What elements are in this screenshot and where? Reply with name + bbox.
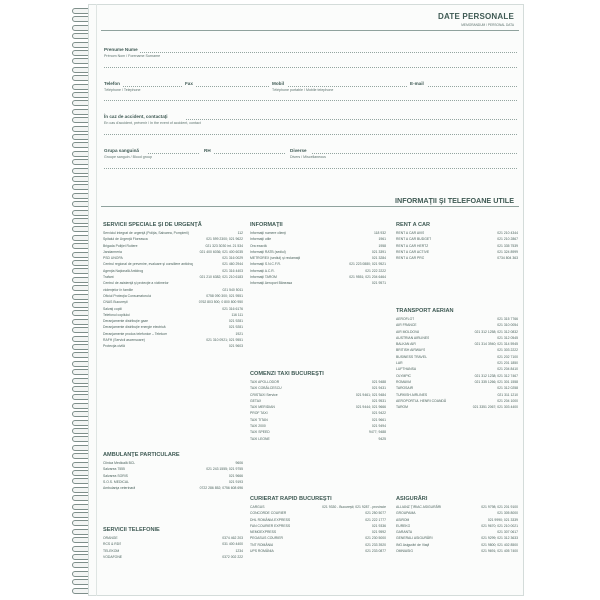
name-field-line-2[interactable] bbox=[104, 67, 518, 68]
blood-group-field[interactable] bbox=[148, 153, 200, 154]
entry-name: OMNIASIG bbox=[396, 549, 413, 554]
fax-field[interactable] bbox=[196, 86, 270, 87]
entry-name: Jandarmeria bbox=[103, 249, 122, 254]
entry-name: RENT A CAR AVIS bbox=[396, 231, 425, 235]
entry-phone: 021 9422 bbox=[371, 411, 386, 416]
entry-phone: 021 312 0258 bbox=[497, 386, 518, 391]
list-item bbox=[396, 255, 518, 261]
entry-phone: 021 316 0029 bbox=[222, 256, 243, 261]
entry-phone: 021 222 1777 bbox=[365, 517, 386, 522]
list-item bbox=[250, 436, 386, 442]
entry-name: METROREX (sediul) şi reclamaţii bbox=[250, 256, 301, 261]
entry-name: BUSINESS TRAVEL bbox=[396, 354, 427, 359]
section-title: RENT A CAR bbox=[396, 222, 431, 228]
entry-name: ROMAVIA bbox=[396, 379, 412, 384]
entry-phone: 021 9488 bbox=[371, 380, 386, 384]
entry-name: Informaţii Aeroport Băneasa bbox=[250, 281, 293, 286]
section-rent-a-car bbox=[396, 222, 518, 261]
entry-phone: 021 9551; 021 204 6464 bbox=[349, 275, 386, 280]
entry-phone: 0374 462 203 bbox=[222, 536, 243, 540]
entry-phone: 021 9336 bbox=[371, 523, 386, 528]
entry-phone: 0734 804 363 bbox=[497, 256, 518, 261]
entry-name: TURKISH AIRLINES bbox=[396, 392, 428, 397]
entry-name: Clinica Medicală BCL bbox=[103, 461, 136, 465]
entry-phone: 021 9444; 021 9666 bbox=[355, 405, 386, 410]
entry-phone: 021 335 1266; 021 301 1558 bbox=[474, 379, 518, 384]
name-sublabel: Prénom Nom / Forename Surname bbox=[104, 54, 161, 58]
list-item bbox=[250, 280, 386, 286]
entry-phone: 021 307 0617 bbox=[497, 530, 518, 535]
entry-phone: 0762 803 500; 0 800 800 950 bbox=[198, 300, 243, 305]
entry-name: Informaţii utile bbox=[250, 237, 272, 242]
email-field[interactable] bbox=[428, 86, 518, 87]
entry-name: Brigada Poliţiei Rutiere bbox=[103, 243, 138, 248]
entry-phone: 112 bbox=[237, 231, 243, 235]
entry-name: AIR MOLDOVA bbox=[396, 329, 420, 334]
utilities-title: INFORMAŢII ŞI TELEFOANE UTILE bbox=[395, 196, 514, 205]
entry-name: PROF TAXI bbox=[250, 411, 268, 416]
rh-field[interactable] bbox=[214, 153, 286, 154]
entry-phone: 021 324 8999 bbox=[497, 249, 518, 254]
phone-field[interactable] bbox=[123, 86, 183, 87]
entry-name: Deranjamente distribuţie gaze bbox=[103, 319, 149, 324]
section-title: SERVICII SPECIALE ŞI DE URGENŢĂ bbox=[103, 222, 202, 228]
section-rows bbox=[396, 316, 518, 410]
misc-sublabel: Divers / Miscellaneous bbox=[290, 155, 326, 159]
entry-name: PEGASUS COURIER bbox=[250, 536, 283, 541]
section-insurance bbox=[396, 496, 518, 554]
entry-name: Informaţii RATB (sediul) bbox=[250, 249, 286, 254]
entry-phone: 021 9193 bbox=[228, 479, 243, 484]
list-item bbox=[103, 485, 243, 491]
entry-name: ING Asigurări de Viaţă bbox=[396, 542, 430, 547]
entry-phone: 021 305 8000 bbox=[497, 511, 518, 516]
entry-phone: 021 312 0545 bbox=[497, 335, 518, 340]
entry-name: TAROSAIR bbox=[396, 386, 414, 391]
header-rule bbox=[101, 30, 519, 31]
entry-name: ASIROM bbox=[396, 517, 410, 522]
entry-phone: 0372 002 222 bbox=[222, 554, 243, 559]
entry-name: Informaţii numere clienţi bbox=[250, 231, 286, 235]
entry-name: TAXI LEONE bbox=[250, 436, 270, 441]
entry-name: Telefonul copilului bbox=[103, 312, 130, 317]
entry-phone: 021 9281 bbox=[228, 319, 243, 324]
entry-name: PSD UNOPA bbox=[103, 256, 123, 261]
list-item bbox=[103, 343, 243, 349]
emergency-contact-field[interactable] bbox=[186, 119, 518, 120]
section-emergency-services bbox=[103, 222, 243, 350]
entry-phone: 021 314 3940; 021 314 5945 bbox=[474, 342, 518, 347]
entry-phone: 021 9494 bbox=[371, 424, 386, 429]
misc-label: Diverse bbox=[290, 148, 307, 153]
entry-name: VODAFONE bbox=[103, 554, 123, 559]
fax-label: Fax bbox=[185, 81, 193, 86]
entry-name: Protecţia civilă bbox=[103, 344, 125, 349]
section-rows bbox=[103, 230, 243, 350]
name-label: Prenume Nume bbox=[104, 47, 138, 52]
entry-phone: 021 9670; 021 210 0021 bbox=[481, 523, 518, 528]
entry-name: TNT ROMÂNIA bbox=[250, 542, 274, 547]
entry-phone: 9425 bbox=[378, 436, 386, 441]
entry-name: UPS ROMÂNIA bbox=[250, 549, 274, 554]
section-title: TRANSPORT AERIAN bbox=[396, 308, 454, 314]
section-rows bbox=[250, 230, 386, 287]
list-item bbox=[396, 548, 518, 554]
entry-phone: 021 9603 bbox=[228, 344, 243, 349]
blood-field-line-2[interactable] bbox=[104, 168, 518, 169]
section-taxi bbox=[250, 371, 386, 442]
entry-phone: 021 316 4403 bbox=[222, 268, 243, 273]
entry-phone: 021 3351 2067; 021 303 4400 bbox=[472, 405, 518, 410]
entry-name: Informaţii S.N.C.F.R. bbox=[250, 262, 281, 267]
entry-name: AEROFLOT bbox=[396, 317, 415, 321]
email-label: E-mail bbox=[410, 81, 424, 86]
entry-phone: 021 222 2222 bbox=[365, 268, 386, 273]
entry-name: Salvarea 7555 bbox=[103, 467, 125, 472]
entry-name: TAXI APOLLODOR bbox=[250, 380, 280, 384]
entry-phone: 021 9990; 021 3339 bbox=[487, 517, 518, 522]
entry-phone: 021 310 0054 bbox=[497, 323, 518, 328]
entry-name: RENT A CAR ACTIVE bbox=[396, 249, 430, 254]
entry-name: Informaţii A.C.R. bbox=[250, 268, 275, 273]
entry-phone: 0758 090 300; 021 9551 bbox=[206, 293, 243, 298]
entry-name: TAXI SPEED bbox=[250, 430, 270, 435]
entry-phone: 021 9281 bbox=[228, 325, 243, 330]
entry-name: AUSTRIAN AIRLINES bbox=[396, 335, 430, 340]
entry-name: CRISTAXI Service bbox=[250, 392, 278, 397]
section-rows bbox=[103, 535, 243, 560]
entry-name: Centrul regional de prevenire, evaluare şi consiliere antidrog bbox=[103, 262, 194, 267]
section-information bbox=[250, 222, 386, 287]
entry-phone: 021 9461; 021 9484 bbox=[355, 392, 386, 397]
page-subtitle: MEMORANDUM / PERSONAL DATA bbox=[461, 23, 514, 27]
section-air-transport bbox=[396, 308, 518, 410]
entry-phone: 021 233 0877 bbox=[365, 549, 386, 554]
entry-name: Deranjamente distribuţie energie electrică bbox=[103, 325, 166, 330]
mobil-label: Mobil bbox=[272, 81, 284, 86]
entry-phone: 021 9592 bbox=[371, 530, 386, 535]
entry-name: Oficiul Protecţia Consumatorului bbox=[103, 293, 152, 298]
page-title: DATE PERSONALE bbox=[438, 12, 514, 21]
entry-phone: 021 311 1210 bbox=[497, 392, 518, 397]
entry-phone: 021 250 5077 bbox=[365, 511, 386, 516]
entry-name: TAXI COBĂLCESCU bbox=[250, 386, 282, 391]
page-margin-line bbox=[96, 4, 97, 596]
entry-phone: 021 202 7100 bbox=[497, 354, 518, 359]
entry-phone: 1234 bbox=[235, 548, 243, 553]
entry-phone: 021 201 1850 bbox=[497, 361, 518, 366]
entry-name: RCS & RDS bbox=[103, 542, 122, 547]
entry-name: RENT A CAR PRO bbox=[396, 256, 425, 261]
entry-name: TELEKOM bbox=[103, 548, 120, 553]
entry-name: Informaţii TAROM bbox=[250, 275, 277, 280]
entry-phone: 021 323 3030 int. 21 534 bbox=[205, 243, 243, 248]
entry-name: TAXI MERIDIAN bbox=[250, 405, 275, 410]
entry-phone: 021 233 3920 bbox=[365, 542, 386, 547]
section-rows bbox=[250, 504, 386, 554]
section-title: COMENZI TAXI BUCUREŞTI bbox=[250, 371, 324, 377]
section-title: INFORMAŢII bbox=[250, 222, 283, 228]
entry-phone: 021 9431 bbox=[371, 386, 386, 391]
entry-name: LUFTHANSA bbox=[396, 367, 417, 372]
list-item bbox=[250, 548, 386, 554]
blood-group-sublabel: Groupe sanguin / Blood group bbox=[104, 155, 152, 159]
entry-name: BALKAN AIR bbox=[396, 342, 416, 347]
entry-phone: 021 9571 bbox=[371, 281, 386, 286]
rh-label: RH bbox=[204, 148, 211, 153]
mobil-sublabel: Téléphone portable / Mobile telephone bbox=[272, 88, 334, 92]
entry-phone: 1961 bbox=[378, 237, 386, 242]
entry-phone: 021 204 8410 bbox=[497, 367, 518, 372]
entry-phone: 021 9661 bbox=[371, 417, 386, 422]
entry-phone: 021 9800; 021 402 8500 bbox=[481, 542, 518, 547]
emergency-contact-field-line-2[interactable] bbox=[104, 134, 518, 135]
entry-name: violenţelor în familie bbox=[103, 287, 133, 292]
emergency-contact-sublabel: En cas d'accident, prévenir / In the event of accident, contact bbox=[104, 121, 201, 125]
entry-name: GARANTA bbox=[396, 530, 413, 535]
entry-name: Salvaţi copiii bbox=[103, 306, 122, 311]
entry-phone: 021 9330 - Bucureşti; 021 9287 - provincie bbox=[322, 505, 386, 509]
entry-name: Agenţia Naţională Antidrog bbox=[103, 268, 144, 273]
entry-phone: 116 111 bbox=[231, 312, 243, 317]
entry-name: CARGUS bbox=[250, 505, 265, 509]
section-rows bbox=[396, 230, 518, 261]
entry-phone: 021 315 7766 bbox=[497, 317, 518, 321]
entry-phone: 9477; 9488 bbox=[369, 430, 386, 435]
entry-phone: 021 540 5011 bbox=[222, 287, 243, 292]
name-field[interactable] bbox=[140, 52, 518, 53]
entry-name: AIR FRANCE bbox=[396, 323, 417, 328]
entry-phone: 021 210 6382; 021 210 6183 bbox=[199, 275, 243, 280]
entry-name: Deranjamente produs telefonice – Telekom bbox=[103, 331, 168, 336]
entry-name: Salvarea SORIS bbox=[103, 473, 128, 478]
section-phone-services bbox=[103, 527, 243, 560]
list-item bbox=[103, 554, 243, 560]
entry-phone: 021 9666 bbox=[228, 473, 243, 478]
entry-phone: 021 3284 bbox=[371, 256, 386, 261]
entry-phone: 1921 bbox=[235, 331, 243, 336]
entry-phone: 021 230 5000 bbox=[365, 536, 386, 541]
entry-phone: 021 599 2300; 021 9622 bbox=[206, 237, 243, 242]
entry-name: GETAX bbox=[250, 398, 262, 403]
entry-phone: 021 400 6036; 021 400 6035 bbox=[199, 249, 243, 254]
section-rows bbox=[250, 379, 386, 442]
phone-label: Telefon bbox=[104, 81, 120, 86]
entry-name: FAN COURIER EXPRESS bbox=[250, 523, 291, 528]
entry-name: ALLIANZ ŢIRIAC ASIGURĂRI bbox=[396, 505, 442, 509]
entry-name: RENT A CAR BUDGET bbox=[396, 237, 432, 242]
entry-phone: 021 9531 bbox=[371, 398, 386, 403]
entry-name: DHL ROMÂNIA EXPRESS bbox=[250, 517, 291, 522]
entry-phone: 021 204 1000 bbox=[497, 398, 518, 403]
section-title: CURIERAT RAPID BUCUREŞTI bbox=[250, 496, 332, 502]
entry-name: GROUPAMA bbox=[396, 511, 416, 516]
mobil-field[interactable] bbox=[288, 86, 408, 87]
entry-phone: 021 223 0880; 021 9521 bbox=[349, 262, 386, 267]
entry-phone: 021 210 4344 bbox=[497, 231, 518, 235]
entry-name: Ambulanţa veterinară bbox=[103, 486, 136, 491]
entry-name: AEROPORTUL HENRI COANDĂ bbox=[396, 398, 447, 403]
phone-sublabel: Téléphone / Telephone bbox=[104, 88, 141, 92]
entry-name: RENT A CAR HERTZ bbox=[396, 243, 429, 248]
emergency-contact-label: În caz de accident, contactaţi bbox=[104, 114, 168, 119]
entry-name: TAXI TITAN bbox=[250, 417, 268, 422]
entry-phone: 021 312 1238; 021 312 7467 bbox=[474, 373, 518, 378]
section-courier bbox=[250, 496, 386, 554]
section-title: AMBULANŢE PARTICULARE bbox=[103, 452, 180, 458]
section-rows bbox=[396, 504, 518, 554]
section-title: ASIGURĂRI bbox=[396, 496, 428, 502]
entry-name: S.O.S. MEDICAL bbox=[103, 479, 130, 484]
entry-phone: 021 460 2944 bbox=[222, 262, 243, 267]
entry-name: OLYMPIC bbox=[396, 373, 412, 378]
entry-phone: 0722 286 852; 0756 608 696 bbox=[199, 486, 243, 491]
section-private-ambulances bbox=[103, 452, 243, 491]
entry-name: Centrul de asistenţă şi protecţie a victimelor bbox=[103, 281, 169, 286]
entry-name: Spitalul de Urgenţă Floreasca bbox=[103, 237, 148, 242]
entry-phone: 9606 bbox=[235, 461, 243, 465]
entry-name: NEMOEXPRESS bbox=[250, 530, 277, 535]
entry-phone: 021 312 1258; 021 312 0832 bbox=[474, 329, 518, 334]
entry-name: Trafant bbox=[103, 275, 114, 280]
entry-phone: 031 400 4400 bbox=[222, 542, 243, 547]
entry-name: TAXI 2000 bbox=[250, 424, 266, 429]
entry-name: LAR bbox=[396, 361, 403, 366]
entry-phone: 021 310 0921; 021 9551 bbox=[206, 338, 243, 343]
entry-name: EUREKO bbox=[396, 523, 411, 528]
entry-phone: 021 335 7539 bbox=[497, 243, 518, 248]
entry-phone: 021 243 1555; 021 9755 bbox=[206, 467, 243, 472]
entry-name: Ora exactă bbox=[250, 243, 267, 248]
entry-phone: 021 210 2867 bbox=[497, 237, 518, 242]
entry-name: CNAS Bucureşti bbox=[103, 300, 128, 305]
entry-name: TAROM bbox=[396, 405, 408, 410]
section-title: SERVICII TELEFONIE bbox=[103, 527, 160, 533]
entry-name: RAFH (Servicii ascensoare) bbox=[103, 338, 145, 343]
entry-phone: 021 316 6176 bbox=[222, 306, 243, 311]
entry-phone: 1958 bbox=[378, 243, 386, 248]
blood-group-label: Grupa sanguină bbox=[104, 148, 139, 153]
entry-name: Serviciul integrat de urgenţă (Poliţia, Salvarea, Pompierii) bbox=[103, 231, 189, 235]
entry-phone: 021 303 2222 bbox=[497, 348, 518, 353]
entry-phone: 021 9299; 021 312 3633 bbox=[481, 536, 518, 541]
entry-name: ORANGE bbox=[103, 536, 118, 540]
section-rows bbox=[103, 460, 243, 491]
entry-name: GENERALI ASIGURĂRI bbox=[396, 536, 433, 541]
entry-phone: 118 932 bbox=[373, 231, 386, 235]
entry-phone: 021 3391 bbox=[371, 249, 386, 254]
misc-field[interactable] bbox=[312, 153, 518, 154]
entry-name: CONCORDE COURIER bbox=[250, 511, 287, 516]
entry-phone: 021 9798; 021 201 9100 bbox=[481, 505, 518, 509]
entry-phone: 021 9691; 021 405 7400 bbox=[481, 549, 518, 554]
utilities-rule bbox=[101, 206, 519, 207]
entry-name: BRITISH AIRWAYS bbox=[396, 348, 426, 353]
phone-field-line-2[interactable] bbox=[104, 100, 518, 101]
list-item bbox=[396, 404, 518, 410]
